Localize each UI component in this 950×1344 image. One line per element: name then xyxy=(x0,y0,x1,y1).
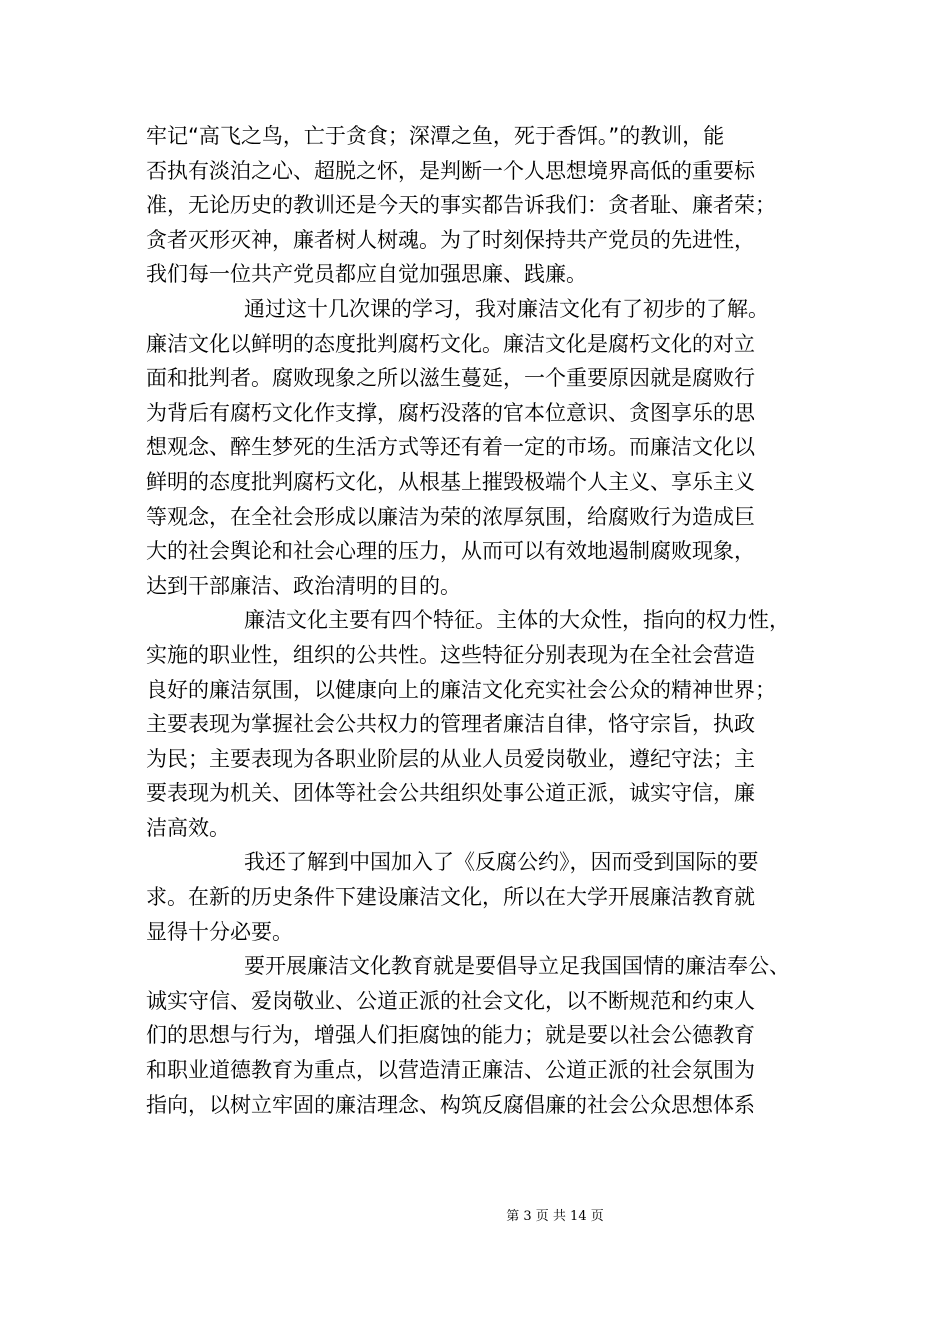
text-line: 贪者灭形灭神，廉者树人树魂。为了时刻保持共产党员的先进性， xyxy=(146,227,755,252)
text-line: 们的思想与行为，增强人们拒腐蚀的能力；就是要以社会公德教育 xyxy=(146,1023,755,1048)
text-line: 大的社会舆论和社会心理的压力，从而可以有效地遏制腐败现象， xyxy=(146,539,755,564)
text-line: 鲜明的态度批判腐朽文化，从根基上摧毁极端个人主义、享乐主义 xyxy=(146,469,755,494)
text-line: 我们每一位共产党员都应自觉加强思廉、践廉。 xyxy=(146,262,587,287)
text-line: 等观念，在全社会形成以廉洁为荣的浓厚氛围，给腐败行为造成巨 xyxy=(146,504,755,529)
text-line: 洁高效。 xyxy=(146,815,230,840)
text-line: 通过这十几次课的学习，我对廉洁文化有了初步的了解。 xyxy=(244,296,769,321)
text-line: 要表现为机关、团体等社会公共组织处事公道正派，诚实守信，廉 xyxy=(146,781,755,806)
text-line: 牢记“高飞之鸟，亡于贪食；深潭之鱼，死于香饵。”的教训，能 xyxy=(146,124,725,148)
text-line: 指向，以树立牢固的廉洁理念、构筑反腐倡廉的社会公众思想体系 xyxy=(146,1092,755,1117)
text-line: 良好的廉洁氛围，以健康向上的廉洁文化充实社会公众的精神世界； xyxy=(146,677,776,702)
paragraph xyxy=(146,119,806,292)
paragraph xyxy=(146,603,806,845)
text-line: 面和批判者。腐败现象之所以滋生蔓延，一个重要原因就是腐败行 xyxy=(146,366,755,391)
text-line: 实施的职业性，组织的公共性。这些特征分别表现为在全社会营造 xyxy=(146,642,755,667)
text-line: 廉洁文化主要有四个特征。主体的大众性，指向的权力性， xyxy=(244,608,790,633)
paragraph xyxy=(146,949,806,1122)
text-line: 我还了解到中国加入了《反腐公约》，因而受到国际的要 xyxy=(244,850,759,875)
text-line: 想观念、醉生梦死的生活方式等还有着一定的市场。而廉洁文化以 xyxy=(146,435,755,460)
document-body xyxy=(146,119,806,1122)
text-line: 诚实守信、爱岗敬业、公道正派的社会文化，以不断规范和约束人 xyxy=(146,988,755,1013)
text-line: 主要表现为掌握社会公共权力的管理者廉洁自律，恪守宗旨，执政 xyxy=(146,712,755,737)
text-line: 为背后有腐朽文化作支撑，腐朽没落的官本位意识、贪图享乐的思 xyxy=(146,400,755,425)
text-line: 准，无论历史的教训还是今天的事实都告诉我们：贪者耻、廉者荣； xyxy=(146,193,776,218)
text-line: 为民；主要表现为各职业阶层的从业人员爱岗敬业，遵纪守法；主 xyxy=(146,746,755,771)
page-number-footer: 第 3 页 共 14 页 xyxy=(506,1209,604,1224)
paragraph xyxy=(146,292,806,603)
text-line: 达到干部廉洁、政治清明的目的。 xyxy=(146,573,461,598)
text-line: 显得十分必要。 xyxy=(146,919,293,944)
text-line: 求。在新的历史条件下建设廉洁文化，所以在大学开展廉洁教育就 xyxy=(146,885,755,910)
text-line: 和职业道德教育为重点，以营造清正廉洁、公道正派的社会氛围为 xyxy=(146,1058,755,1083)
text-line: 廉洁文化以鲜明的态度批判腐朽文化。廉洁文化是腐朽文化的对立 xyxy=(146,331,755,356)
paragraph xyxy=(146,845,806,949)
text-line: 要开展廉洁文化教育就是要倡导立足我国国情的廉洁奉公、 xyxy=(244,954,790,979)
text-line: 否执有淡泊之心、超脱之怀，是判断一个人思想境界高低的重要标 xyxy=(146,158,755,183)
